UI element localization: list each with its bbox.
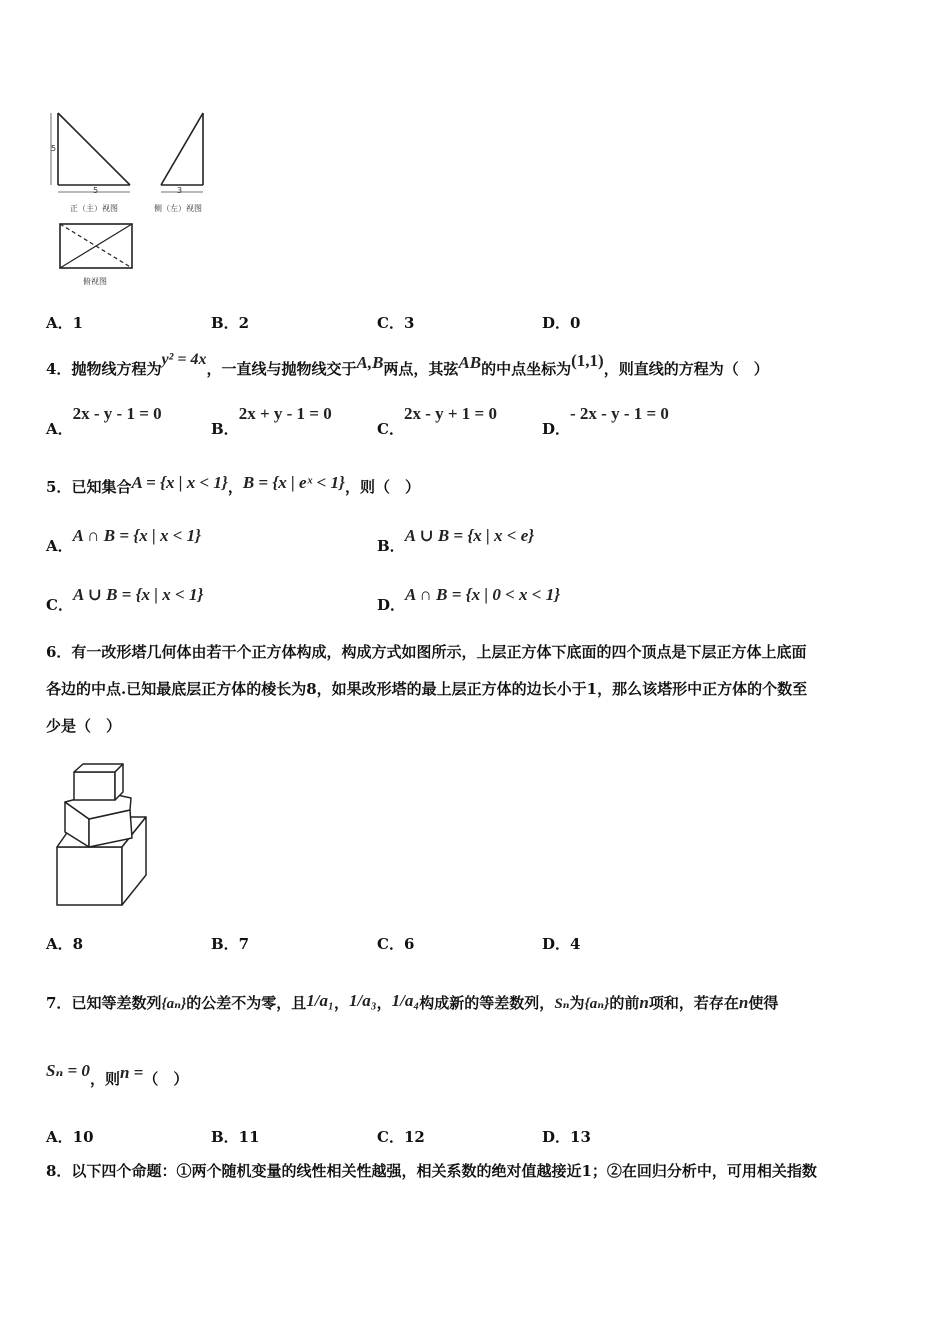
front-view-label: 正（主）视图 bbox=[70, 204, 118, 213]
q6-stem-line-2: 各边的中点.已知最底层正方体的棱长为8，如果改形塔的最上层正方体的边长小于1，那么该塔形中正方体的个数至 bbox=[46, 680, 808, 698]
side-view-label: 侧（左）视图 bbox=[154, 204, 202, 213]
q7-option-b[interactable]: B．11 bbox=[211, 1128, 260, 1146]
q4-option-c[interactable]: C．2x - y + 1 = 0 bbox=[377, 404, 497, 438]
q5-set-b: B = {x | eˣ < 1} bbox=[242, 473, 345, 492]
q7-sn: Sₙ bbox=[554, 996, 570, 1012]
q5-option-c[interactable]: C．A ∪ B = {x | x < 1} bbox=[46, 585, 204, 614]
front-dim-bottom: 5 bbox=[93, 186, 99, 195]
q6-option-d[interactable]: D．4 bbox=[542, 935, 581, 953]
q7-sequence-2: {aₙ} bbox=[584, 996, 610, 1012]
q3-option-b[interactable]: B．2 bbox=[211, 314, 250, 332]
q4-option-b[interactable]: B．2x + y - 1 = 0 bbox=[211, 404, 332, 438]
front-view-figure bbox=[48, 110, 143, 195]
q5-option-d[interactable]: D．A ∩ B = {x | 0 < x < 1} bbox=[377, 585, 561, 614]
q7-condition: Sₙ = 0 bbox=[46, 1061, 90, 1080]
q5-option-a[interactable]: A．A ∩ B = {x | x < 1} bbox=[46, 526, 202, 555]
q4-chord: AB bbox=[458, 353, 482, 372]
top-view-figure bbox=[58, 222, 136, 272]
tower-cubes-figure bbox=[52, 762, 152, 910]
q7-fraction-1: 1/a₁ bbox=[306, 991, 334, 1010]
q6-option-b[interactable]: B．7 bbox=[211, 935, 250, 953]
q4-points: A,B bbox=[356, 353, 384, 372]
q4-option-a[interactable]: A．2x - y - 1 = 0 bbox=[46, 404, 162, 438]
q7-stem-line-2: Sₙ = 0，则n =（ ） bbox=[46, 1061, 189, 1088]
q4-midpoint: (1,1) bbox=[571, 351, 604, 370]
q3-option-c[interactable]: C．3 bbox=[377, 314, 415, 332]
q5-stem: 5．已知集合A = {x | x < 1}，B = {x | eˣ < 1}，则（ ） bbox=[46, 473, 420, 496]
q6-stem-line-3: 少是（ ） bbox=[46, 717, 122, 735]
q6-option-c[interactable]: C．6 bbox=[377, 935, 415, 953]
side-dim-bottom: 3 bbox=[177, 186, 183, 195]
q5-set-a: A = {x | x < 1} bbox=[131, 473, 228, 492]
q7-option-c[interactable]: C．12 bbox=[377, 1128, 425, 1146]
q4-parabola-eq: y² = 4x bbox=[161, 351, 207, 368]
q7-fraction-3: 1/a₄ bbox=[391, 991, 420, 1010]
q7-option-d[interactable]: D．13 bbox=[542, 1128, 591, 1146]
front-dim-left: 5 bbox=[51, 144, 57, 153]
q7-stem-line-1: 7．已知等差数列{aₙ}的公差不为零，且1/a₁，1/a₃，1/a₄构成新的等差数列，Sₙ为{aₙ}的前n项和，若存在n使得 bbox=[46, 991, 779, 1012]
q4-stem: 4．抛物线方程为y² = 4x，一直线与抛物线交于A,B两点，其弦AB的中点坐标为(1,1)，则直线的方程为（ ） bbox=[46, 351, 769, 378]
q4-option-d[interactable]: D．- 2x - y - 1 = 0 bbox=[542, 404, 669, 438]
q6-stem-line-1: 6．有一改形塔几何体由若干个正方体构成，构成方式如图所示，上层正方体下底面的四个顶点是下层正方体上底面 bbox=[46, 643, 807, 661]
q7-fraction-2: 1/a₃ bbox=[348, 991, 377, 1010]
q5-option-b[interactable]: B．A ∪ B = {x | x < e} bbox=[377, 526, 535, 555]
q7-sequence: {aₙ} bbox=[161, 996, 187, 1012]
q7-option-a[interactable]: A．10 bbox=[46, 1128, 94, 1146]
q8-stem-line-1: 8．以下四个命题：①两个随机变量的线性相关性越强，相关系数的绝对值越接近1；②在回归分析中，可用相关指数 bbox=[46, 1162, 817, 1180]
q3-option-a[interactable]: A．1 bbox=[46, 314, 84, 332]
q3-option-d[interactable]: D．0 bbox=[542, 314, 581, 332]
side-view-figure bbox=[156, 110, 211, 195]
q6-option-a[interactable]: A．8 bbox=[46, 935, 84, 953]
top-view-label: 俯视图 bbox=[83, 277, 107, 286]
